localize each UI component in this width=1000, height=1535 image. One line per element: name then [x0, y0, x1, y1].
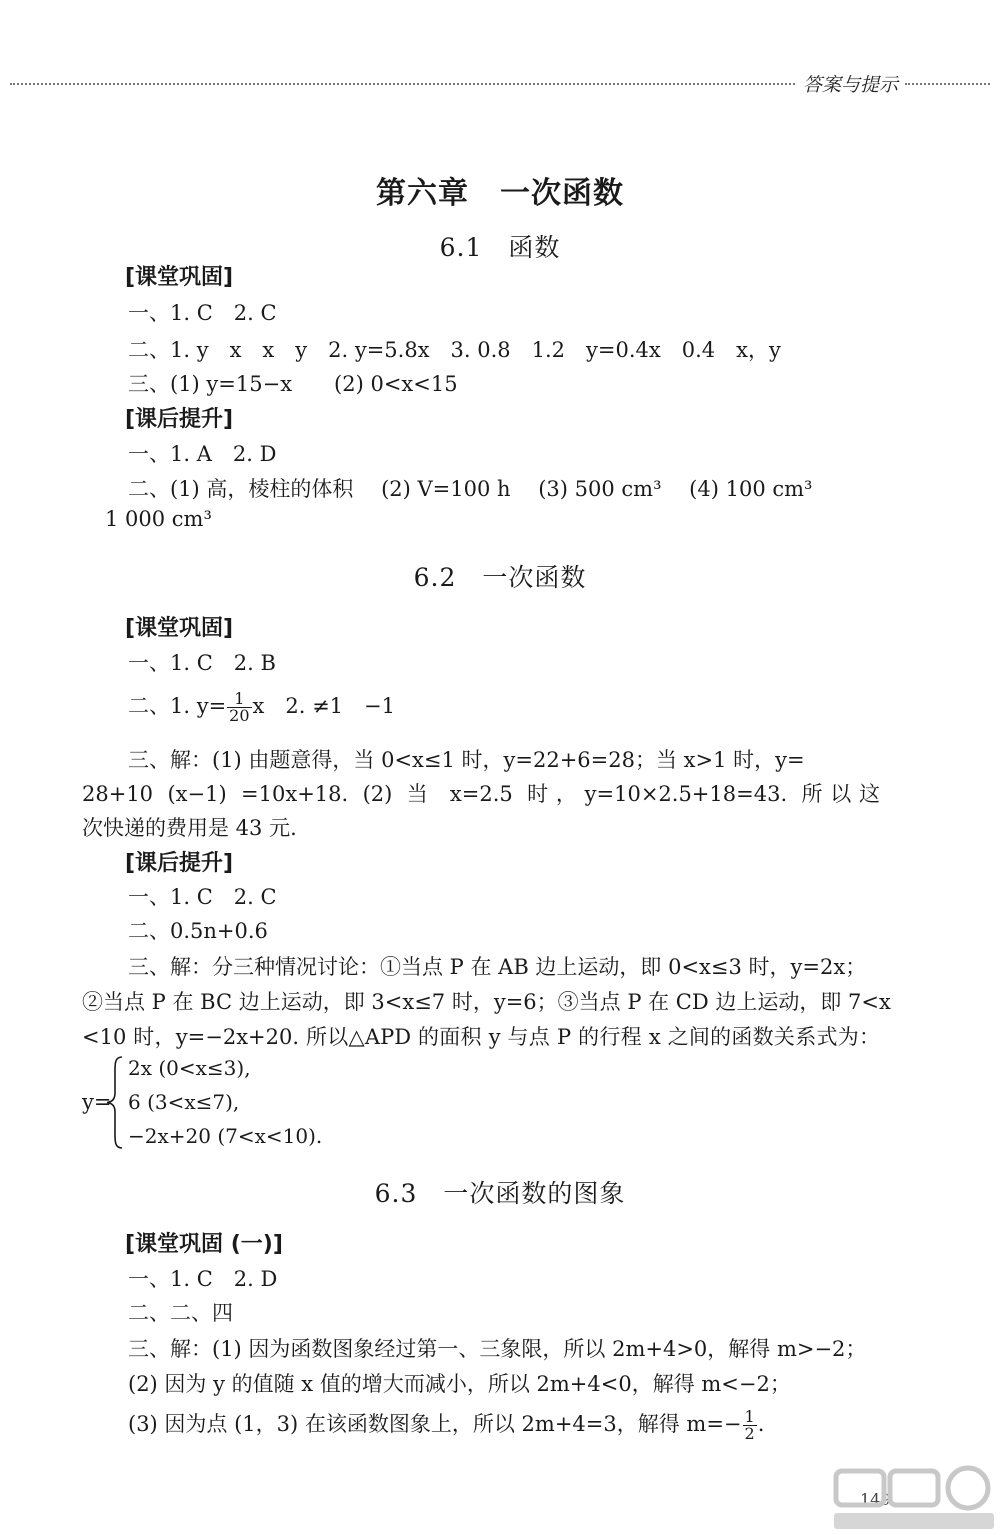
header-dotted-rule-right	[905, 83, 990, 85]
s63-answer-line-4: (2) 因为 y 的值随 x 值的增大而减小，所以 2m+4<0，解得 m<−2；	[128, 1372, 791, 1396]
fraction-1-2	[743, 1409, 757, 1442]
piecewise-case-3: −2x+20 (7<x<10).	[128, 1124, 323, 1148]
s61-answer-line-1: 一、1. C 2. C	[128, 301, 277, 325]
fraction-denominator: 2	[744, 1424, 755, 1443]
s62-answer-line-1: 一、1. C 2. B	[128, 651, 276, 675]
s61-heading-classroom: [课堂巩固]	[125, 265, 234, 290]
s61-answer-line-2: 二、1. y x x y 2. y=5.8x 3. 0.8 1.2 y=0.4x 0.4 x，y	[128, 338, 781, 362]
header-dotted-rule-left	[10, 83, 795, 85]
s62-answer-line-4: 二、0.5n+0.6	[128, 919, 268, 943]
s63-answer-line-2: 二、二、四	[128, 1301, 233, 1325]
s62-answer-line-3: 一、1. C 2. C	[128, 885, 277, 909]
fraction-1-20	[227, 691, 251, 724]
s62-para1-line-b: 28+10 (x−1) =10x+18. (2) 当 x=2.5 时，y=10×2.5+18=43. 所以这	[82, 782, 880, 806]
fraction-numerator: 1	[227, 691, 251, 708]
s61-answer-line-5: 二、(1) 高，棱柱的体积 (2) V=100 h (3) 500 cm³ (4) 100 cm³	[128, 477, 813, 501]
s63-l5-suffix: .	[757, 1412, 765, 1436]
page-number: 149	[860, 1490, 891, 1509]
s62-para2-line-a: 三、解：分三种情况讨论：①当点 P 在 AB 边上运动，即 0<x≤3 时，y=2x；	[128, 955, 867, 979]
fraction-numerator: 1	[744, 1407, 755, 1426]
section-6-2-title: 6.2 一次函数	[413, 563, 587, 592]
watermark-logo-icon	[830, 1465, 998, 1533]
running-header	[0, 70, 1000, 100]
fraction-denominator: 20	[229, 706, 250, 725]
s62-para1-line-c: 次快递的费用是 43 元.	[82, 816, 297, 840]
piecewise-case-1: 2x (0<x≤3),	[128, 1056, 251, 1080]
s63-l5-prefix: (3) 因为点 (1，3) 在该函数图象上，所以 2m+4=3，解得 m=−	[128, 1412, 742, 1436]
s62-answer-line-2	[128, 690, 395, 724]
s62-para2-line-c: <10 时，y=−2x+20. 所以△APD 的面积 y 与点 P 的行程 x 之间的函数关系式为：	[82, 1025, 880, 1049]
s62-l2-prefix: 二、1. y=	[128, 694, 227, 718]
s61-answer-line-3: 三、(1) y=15−x (2) 0<x<15	[128, 372, 458, 396]
s62-para1-line-a: 三、解：(1) 由题意得，当 0<x≤1 时，y=22+6=28；当 x>1 时，y=	[128, 748, 805, 772]
section-6-3-title: 6.3 一次函数的图象	[374, 1179, 626, 1208]
s63-answer-line-5	[128, 1408, 764, 1442]
s61-answer-line-4: 一、1. A 2. D	[128, 442, 277, 466]
s63-answer-line-1: 一、1. C 2. D	[128, 1267, 278, 1291]
s63-heading-classroom-1: [课堂巩固 (一)]	[125, 1232, 283, 1257]
s61-answer-line-6: 1 000 cm³	[105, 507, 212, 531]
s62-l2-suffix: x 2. ≠1 −1	[252, 694, 395, 718]
chapter-title: 第六章 一次函数	[376, 176, 624, 211]
section-6-1-title: 6.1 函数	[439, 233, 561, 262]
s63-answer-line-3: 三、解：(1) 因为函数图象经过第一、三象限，所以 2m+4>0，解得 m>−2；	[128, 1337, 867, 1361]
piecewise-case-2: 6 (3<x≤7),	[128, 1090, 240, 1114]
s62-heading-classroom: [课堂巩固]	[125, 616, 234, 641]
s62-para2-line-b: ②当点 P 在 BC 边上运动，即 3<x≤7 时，y=6；③当点 P 在 CD 边上运动，即 7<x	[82, 990, 891, 1014]
piecewise-y-label: y=	[82, 1090, 112, 1114]
left-brace-icon	[104, 1055, 126, 1150]
s61-heading-after-class: [课后提升]	[125, 407, 234, 432]
header-title: 答案与提示	[803, 74, 899, 96]
s62-heading-after-class: [课后提升]	[125, 851, 234, 876]
